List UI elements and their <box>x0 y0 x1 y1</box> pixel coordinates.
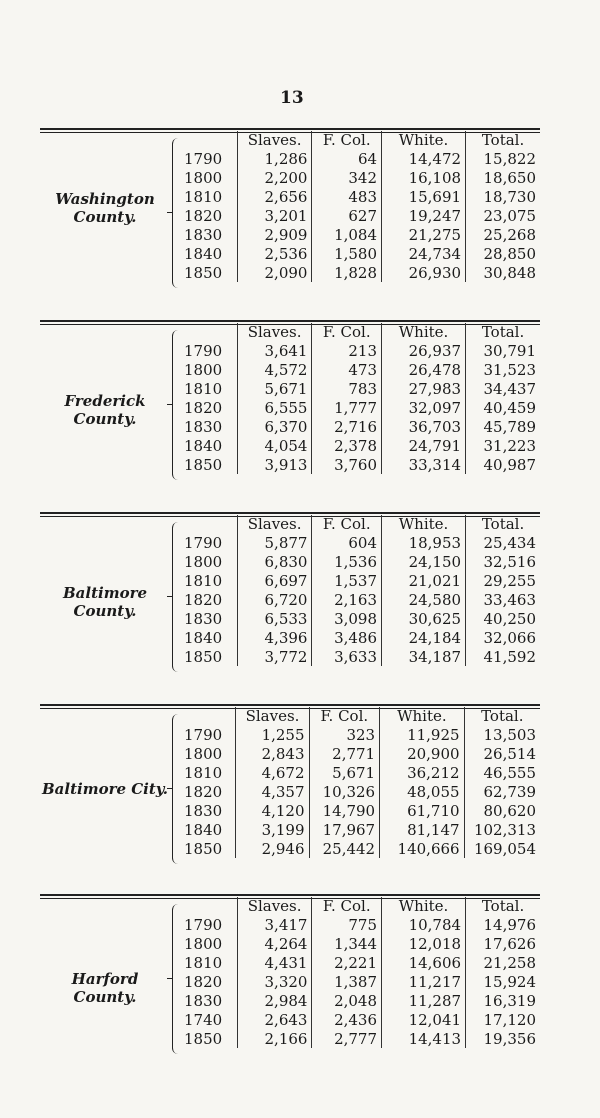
census-table <box>178 323 540 474</box>
table-cell: 2,771 <box>309 744 380 763</box>
table-cell: 24,580 <box>382 590 466 609</box>
page-number: 13 <box>280 88 304 108</box>
table-row <box>178 168 540 187</box>
header-row <box>178 515 540 533</box>
table-row <box>178 571 540 590</box>
header-cell: Slaves. <box>237 131 312 149</box>
header-cell <box>178 707 236 725</box>
census-table <box>178 897 540 1048</box>
table-cell: 1820 <box>184 972 223 991</box>
table-cell: 1,777 <box>312 398 382 417</box>
header-row <box>178 707 540 725</box>
table-row <box>178 782 540 801</box>
table-cell: 2,946 <box>236 839 309 858</box>
table-cell: 1850 <box>184 455 223 474</box>
table-cell: 25,268 <box>466 225 540 244</box>
header-cell: Slaves. <box>237 515 312 533</box>
table-cell: 12,018 <box>382 934 466 953</box>
census-table <box>178 131 540 282</box>
header-cell <box>178 323 237 341</box>
table-cell: 5,671 <box>309 763 380 782</box>
header-cell: Slaves. <box>237 897 312 915</box>
table-cell: 1820 <box>184 782 223 801</box>
table-cell: 604 <box>312 533 382 552</box>
table-cell: 11,925 <box>380 725 464 744</box>
census-table <box>178 707 540 858</box>
table-cell: 19,247 <box>382 206 466 225</box>
header-cell: Total. <box>466 131 540 149</box>
table-cell: 2,656 <box>237 187 312 206</box>
table-cell: 17,967 <box>309 820 380 839</box>
table-cell: 1,255 <box>236 725 309 744</box>
table-cell: 64 <box>312 149 382 168</box>
table-row <box>178 609 540 628</box>
table-cell: 14,606 <box>382 953 466 972</box>
table-cell: 6,697 <box>237 571 312 590</box>
table-cell: 40,250 <box>466 609 540 628</box>
table-row <box>178 225 540 244</box>
header-cell: White. <box>382 131 466 149</box>
table-cell: 1,344 <box>312 934 382 953</box>
table-cell: 25,442 <box>309 839 380 858</box>
table-cell: 23,075 <box>466 206 540 225</box>
table-cell: 36,212 <box>380 763 464 782</box>
table-cell: 3,201 <box>237 206 312 225</box>
table-cell: 40,459 <box>466 398 540 417</box>
table-cell: 11,287 <box>382 991 466 1010</box>
table-cell: 32,097 <box>382 398 466 417</box>
table-cell: 1810 <box>184 763 223 782</box>
table-cell: 17,120 <box>466 1010 540 1029</box>
table-row <box>178 436 540 455</box>
table-cell: 10,784 <box>382 915 466 934</box>
table-row <box>178 744 540 763</box>
table-cell: 34,187 <box>382 647 466 666</box>
brace-tip <box>167 788 173 789</box>
table-row <box>178 244 540 263</box>
table-cell: 1800 <box>184 934 223 953</box>
double-rule <box>40 512 540 514</box>
table-cell: 24,184 <box>382 628 466 647</box>
county-block <box>40 704 540 874</box>
table-cell: 26,514 <box>464 744 540 763</box>
header-cell: White. <box>382 323 466 341</box>
table-cell: 14,413 <box>382 1029 466 1048</box>
table-cell: 2,200 <box>237 168 312 187</box>
table-cell: 5,671 <box>237 379 312 398</box>
table-cell: 6,830 <box>237 552 312 571</box>
table-cell: 1810 <box>184 953 223 972</box>
table-cell: 1830 <box>184 225 223 244</box>
table-cell: 21,275 <box>382 225 466 244</box>
table-row <box>178 398 540 417</box>
table-cell: 21,258 <box>466 953 540 972</box>
county-block <box>40 320 540 490</box>
table-cell: 62,739 <box>464 782 540 801</box>
brace-tip <box>167 978 173 979</box>
header-cell <box>178 515 237 533</box>
table-cell: 16,108 <box>382 168 466 187</box>
table-cell: 1850 <box>184 647 223 666</box>
table-cell: 2,777 <box>312 1029 382 1048</box>
table-cell: 2,378 <box>312 436 382 455</box>
header-cell: Total. <box>464 707 540 725</box>
double-rule <box>40 894 540 896</box>
table-cell: 4,054 <box>237 436 312 455</box>
table-row <box>178 263 540 282</box>
table-row <box>178 455 540 474</box>
table-row <box>178 1010 540 1029</box>
table-cell: 1850 <box>184 1029 223 1048</box>
county-name: Washington County. <box>55 190 155 226</box>
table-cell: 2,163 <box>312 590 382 609</box>
table-cell: 2,090 <box>237 263 312 282</box>
header-cell: White. <box>382 515 466 533</box>
table-cell: 1810 <box>184 571 223 590</box>
table-cell: 81,147 <box>380 820 464 839</box>
table-cell: 1830 <box>184 609 223 628</box>
table-cell: 3,641 <box>237 341 312 360</box>
table-cell: 2,909 <box>237 225 312 244</box>
table-cell: 4,120 <box>236 801 309 820</box>
table-cell: 27,983 <box>382 379 466 398</box>
table-row <box>178 379 540 398</box>
county-name: Frederick County. <box>64 392 146 428</box>
table-row <box>178 1029 540 1048</box>
table-cell: 3,199 <box>236 820 309 839</box>
table-cell: 1810 <box>184 379 223 398</box>
table-cell: 3,760 <box>312 455 382 474</box>
county-name: Baltimore City. <box>41 780 169 798</box>
table-cell: 4,431 <box>237 953 312 972</box>
table-cell: 48,055 <box>380 782 464 801</box>
double-rule <box>40 704 540 706</box>
header-cell: Slaves. <box>237 323 312 341</box>
table-cell: 33,463 <box>466 590 540 609</box>
header-cell: Slaves. <box>236 707 309 725</box>
table-cell: 41,592 <box>466 647 540 666</box>
table-cell: 30,791 <box>466 341 540 360</box>
header-cell: F. Col. <box>312 515 382 533</box>
table-cell: 1830 <box>184 417 223 436</box>
county-block <box>40 512 540 682</box>
table-cell: 19,356 <box>466 1029 540 1048</box>
table-cell: 6,533 <box>237 609 312 628</box>
table-row <box>178 972 540 991</box>
table-cell: 2,716 <box>312 417 382 436</box>
header-cell: Total. <box>466 515 540 533</box>
table-row <box>178 341 540 360</box>
table-row <box>178 801 540 820</box>
table-cell: 26,478 <box>382 360 466 379</box>
table-cell: 20,900 <box>380 744 464 763</box>
table-row <box>178 628 540 647</box>
county-name: Baltimore County. <box>62 584 148 620</box>
table-cell: 783 <box>312 379 382 398</box>
double-rule <box>40 320 540 322</box>
table-cell: 1810 <box>184 187 223 206</box>
table-cell: 15,924 <box>466 972 540 991</box>
header-cell: Total. <box>466 323 540 341</box>
table-cell: 18,953 <box>382 533 466 552</box>
table-cell: 26,937 <box>382 341 466 360</box>
table-cell: 1790 <box>184 149 223 168</box>
table-row <box>178 725 540 744</box>
table-cell: 80,620 <box>464 801 540 820</box>
header-row <box>178 897 540 915</box>
table-cell: 2,984 <box>237 991 312 1010</box>
census-table <box>178 515 540 666</box>
header-row <box>178 131 540 149</box>
table-cell: 2,166 <box>237 1029 312 1048</box>
table-row <box>178 991 540 1010</box>
table-cell: 46,555 <box>464 763 540 782</box>
table-cell: 627 <box>312 206 382 225</box>
table-row <box>178 763 540 782</box>
county-block <box>40 894 540 1064</box>
table-cell: 2,536 <box>237 244 312 263</box>
table-cell: 10,326 <box>309 782 380 801</box>
header-cell: White. <box>382 897 466 915</box>
table-cell: 24,150 <box>382 552 466 571</box>
table-row <box>178 417 540 436</box>
brace-tip <box>167 596 173 597</box>
table-row <box>178 149 540 168</box>
table-cell: 2,643 <box>237 1010 312 1029</box>
table-row <box>178 533 540 552</box>
table-cell: 14,976 <box>466 915 540 934</box>
table-cell: 24,734 <box>382 244 466 263</box>
table-cell: 1830 <box>184 801 223 820</box>
table-cell: 1850 <box>184 263 223 282</box>
table-cell: 1,537 <box>312 571 382 590</box>
table-cell: 1820 <box>184 398 223 417</box>
table-cell: 6,555 <box>237 398 312 417</box>
double-rule <box>40 128 540 130</box>
table-cell: 1830 <box>184 991 223 1010</box>
table-cell: 1840 <box>184 436 223 455</box>
table-cell: 1840 <box>184 244 223 263</box>
table-cell: 1790 <box>184 915 223 934</box>
table-row <box>178 934 540 953</box>
table-cell: 16,319 <box>466 991 540 1010</box>
table-cell: 1,580 <box>312 244 382 263</box>
table-cell: 323 <box>309 725 380 744</box>
table-row <box>178 552 540 571</box>
table-cell: 2,048 <box>312 991 382 1010</box>
table-cell: 1840 <box>184 820 223 839</box>
table-cell: 30,848 <box>466 263 540 282</box>
table-cell: 213 <box>312 341 382 360</box>
table-row <box>178 820 540 839</box>
table-cell: 342 <box>312 168 382 187</box>
table-cell: 4,396 <box>237 628 312 647</box>
county-name: Harford County. <box>71 970 139 1006</box>
table-cell: 6,370 <box>237 417 312 436</box>
table-cell: 15,822 <box>466 149 540 168</box>
table-cell: 4,572 <box>237 360 312 379</box>
table-cell: 4,357 <box>236 782 309 801</box>
table-cell: 13,503 <box>464 725 540 744</box>
table-cell: 1,387 <box>312 972 382 991</box>
table-cell: 18,730 <box>466 187 540 206</box>
header-cell: Total. <box>466 897 540 915</box>
table-cell: 3,486 <box>312 628 382 647</box>
table-cell: 1820 <box>184 206 223 225</box>
table-cell: 24,791 <box>382 436 466 455</box>
table-row <box>178 839 540 858</box>
table-cell: 1800 <box>184 552 223 571</box>
table-row <box>178 953 540 972</box>
table-cell: 3,913 <box>237 455 312 474</box>
table-cell: 1740 <box>184 1010 223 1029</box>
table-cell: 1,828 <box>312 263 382 282</box>
table-row <box>178 590 540 609</box>
table-cell: 26,930 <box>382 263 466 282</box>
table-cell: 1790 <box>184 725 223 744</box>
table-cell: 2,221 <box>312 953 382 972</box>
table-cell: 17,626 <box>466 934 540 953</box>
table-cell: 14,790 <box>309 801 380 820</box>
table-cell: 1790 <box>184 533 223 552</box>
table-cell: 4,672 <box>236 763 309 782</box>
table-cell: 28,850 <box>466 244 540 263</box>
table-cell: 29,255 <box>466 571 540 590</box>
table-cell: 36,703 <box>382 417 466 436</box>
table-cell: 3,320 <box>237 972 312 991</box>
table-cell: 4,264 <box>237 934 312 953</box>
brace-tip <box>167 404 173 405</box>
brace-tip <box>167 212 173 213</box>
table-row <box>178 915 540 934</box>
table-cell: 1800 <box>184 168 223 187</box>
table-cell: 3,417 <box>237 915 312 934</box>
table-cell: 102,313 <box>464 820 540 839</box>
table-cell: 1800 <box>184 360 223 379</box>
table-cell: 1,084 <box>312 225 382 244</box>
table-cell: 30,625 <box>382 609 466 628</box>
table-cell: 140,666 <box>380 839 464 858</box>
county-block <box>40 128 540 298</box>
table-cell: 32,066 <box>466 628 540 647</box>
table-cell: 31,523 <box>466 360 540 379</box>
header-cell: White. <box>380 707 464 725</box>
table-cell: 2,436 <box>312 1010 382 1029</box>
table-cell: 1800 <box>184 744 223 763</box>
table-cell: 5,877 <box>237 533 312 552</box>
table-row <box>178 206 540 225</box>
table-cell: 483 <box>312 187 382 206</box>
table-cell: 40,987 <box>466 455 540 474</box>
table-cell: 473 <box>312 360 382 379</box>
table-cell: 18,650 <box>466 168 540 187</box>
header-row <box>178 323 540 341</box>
table-cell: 34,437 <box>466 379 540 398</box>
table-cell: 3,098 <box>312 609 382 628</box>
table-cell: 61,710 <box>380 801 464 820</box>
table-cell: 45,789 <box>466 417 540 436</box>
table-cell: 12,041 <box>382 1010 466 1029</box>
table-cell: 1,286 <box>237 149 312 168</box>
table-cell: 169,054 <box>464 839 540 858</box>
table-cell: 775 <box>312 915 382 934</box>
table-cell: 21,021 <box>382 571 466 590</box>
header-cell: F. Col. <box>312 323 382 341</box>
header-cell <box>178 897 237 915</box>
table-cell: 3,772 <box>237 647 312 666</box>
table-cell: 1850 <box>184 839 223 858</box>
table-cell: 33,314 <box>382 455 466 474</box>
table-cell: 6,720 <box>237 590 312 609</box>
header-cell: F. Col. <box>309 707 380 725</box>
header-cell: F. Col. <box>312 131 382 149</box>
table-cell: 2,843 <box>236 744 309 763</box>
table-cell: 31,223 <box>466 436 540 455</box>
table-cell: 15,691 <box>382 187 466 206</box>
table-cell: 14,472 <box>382 149 466 168</box>
table-cell: 25,434 <box>466 533 540 552</box>
header-cell: F. Col. <box>312 897 382 915</box>
table-cell: 1,536 <box>312 552 382 571</box>
table-cell: 1820 <box>184 590 223 609</box>
table-row <box>178 187 540 206</box>
table-cell: 3,633 <box>312 647 382 666</box>
table-row <box>178 647 540 666</box>
header-cell <box>178 131 237 149</box>
table-cell: 1790 <box>184 341 223 360</box>
table-row <box>178 360 540 379</box>
table-cell: 1840 <box>184 628 223 647</box>
table-cell: 32,516 <box>466 552 540 571</box>
table-cell: 11,217 <box>382 972 466 991</box>
